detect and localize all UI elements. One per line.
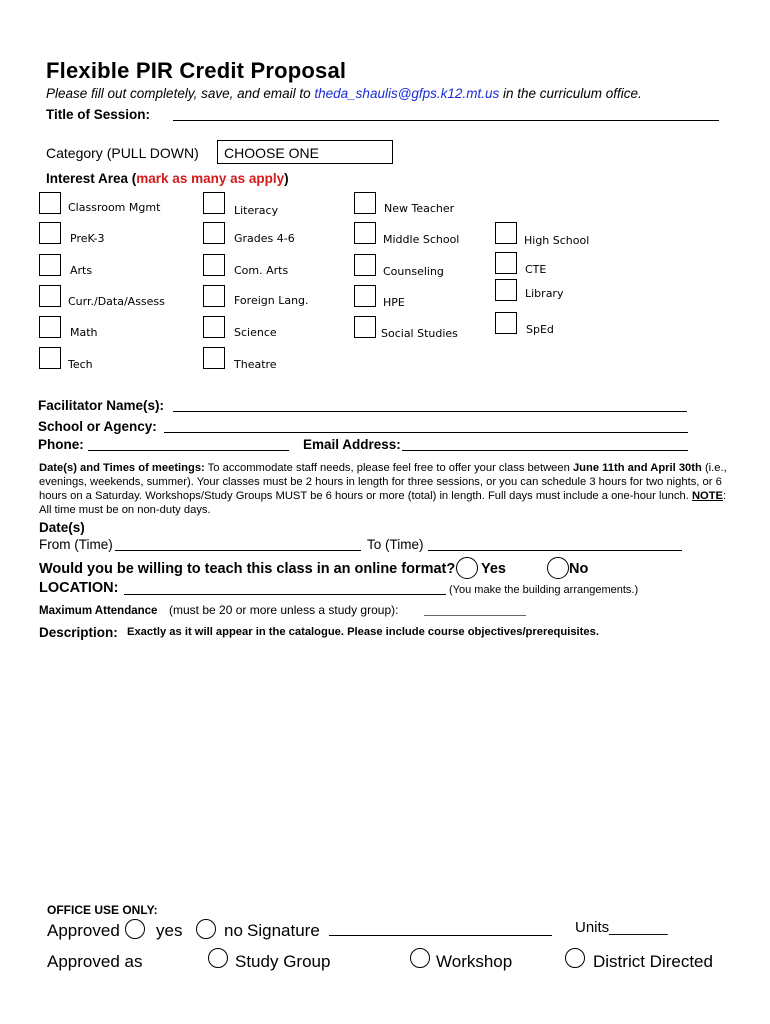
title-of-session-label: Title of Session: xyxy=(46,107,151,122)
max-attendance-field[interactable] xyxy=(424,615,526,616)
checkbox-label: Math xyxy=(70,326,98,339)
checkbox-prek-3[interactable] xyxy=(39,222,61,244)
checkbox-cte[interactable] xyxy=(495,252,517,274)
district-directed-label: District Directed xyxy=(593,952,713,971)
checkbox-label: PreK-3 xyxy=(70,232,105,245)
checkbox-label: Science xyxy=(234,326,277,339)
checkbox-label: Curr./Data/Assess xyxy=(68,295,165,308)
district-directed-radio[interactable] xyxy=(565,948,585,968)
workshop-label: Workshop xyxy=(436,952,513,971)
checkbox-social-studies[interactable] xyxy=(354,316,376,338)
approved-yes-label: yes xyxy=(156,921,183,940)
category-label: Category (PULL DOWN) xyxy=(46,145,199,161)
checkbox-foreign-lang[interactable] xyxy=(203,285,225,307)
meetings-note: NOTE xyxy=(691,490,724,502)
units-field[interactable]: Units_______ xyxy=(575,919,668,936)
checkbox-sped[interactable] xyxy=(495,312,517,334)
checkbox-arts[interactable] xyxy=(39,254,61,276)
checkbox-high-school[interactable] xyxy=(495,222,517,244)
online-question: Would you be willing to teach this class in an online format? xyxy=(39,561,456,577)
online-no-label: No xyxy=(569,561,589,577)
max-attendance-label: Maximum Attendance xyxy=(39,605,158,617)
meetings-text: (i.e., evenings, weekends, summer). Your classes must be 2 hours in length for three sessions, or you can schedule 3 hours for two nights, or 6 hours on a Saturday. Workshops/Study Groups MUST be 6 hours or more (total) in length. Full days must include a one-hour lunch. xyxy=(39,462,727,502)
meetings-lead: Date(s) and Times of meetings: xyxy=(39,462,205,474)
interest-label-pre: Interest Area ( xyxy=(46,171,137,186)
checkbox-label: New Teacher xyxy=(384,202,455,215)
dates-label: Date(s) xyxy=(39,520,85,535)
checkbox-label: Arts xyxy=(70,264,93,277)
instructions xyxy=(46,86,642,101)
approved-no-radio[interactable] xyxy=(196,919,216,939)
meetings-text: To accommodate staff needs, please feel free to offer your class between xyxy=(204,462,573,474)
interest-area-label xyxy=(46,171,289,186)
facilitator-field[interactable] xyxy=(173,411,687,412)
checkbox-label: HPE xyxy=(383,296,405,309)
checkbox-label: Counseling xyxy=(383,265,444,278)
checkbox-label: SpEd xyxy=(526,323,554,336)
approved-yes-radio[interactable] xyxy=(125,919,145,939)
approved-as-label: Approved as xyxy=(47,952,143,971)
online-yes-radio[interactable] xyxy=(456,557,478,579)
checkbox-label: Classroom Mgmt xyxy=(68,201,161,214)
checkbox-label: Middle School xyxy=(383,233,460,246)
checkbox-label: Com. Arts xyxy=(234,264,289,277)
from-time-label: From (Time) xyxy=(39,537,113,552)
email-label: Email Address: xyxy=(303,437,401,452)
checkbox-label: Literacy xyxy=(234,204,279,217)
checkbox-label: Social Studies xyxy=(381,327,458,340)
checkbox-literacy[interactable] xyxy=(203,192,225,214)
checkbox-label: Tech xyxy=(68,358,93,371)
meetings-text: : All time must be on non-duty days. xyxy=(39,490,727,516)
checkbox-science[interactable] xyxy=(203,316,225,338)
checkbox-counseling[interactable] xyxy=(354,254,376,276)
signature-label: Signature xyxy=(247,921,320,940)
school-field[interactable] xyxy=(164,432,688,433)
online-yes-label: Yes xyxy=(481,561,506,577)
meetings-instructions xyxy=(39,461,729,517)
location-label: LOCATION: xyxy=(39,580,119,596)
curriculum-email-link[interactable]: theda_shaulis@gfps.k12.mt.us xyxy=(314,86,500,101)
checkbox-hpe[interactable] xyxy=(354,285,376,307)
study-group-radio[interactable] xyxy=(208,948,228,968)
signature-field[interactable] xyxy=(329,935,552,936)
study-group-label: Study Group xyxy=(235,952,331,971)
to-time-field[interactable] xyxy=(428,550,682,551)
interest-label-post: ) xyxy=(284,171,289,186)
checkbox-label: High School xyxy=(524,234,590,247)
instructions-pre: Please fill out completely, save, and email to xyxy=(46,86,315,101)
checkbox-label: Library xyxy=(525,287,564,300)
title-of-session-field[interactable] xyxy=(173,120,719,121)
facilitator-label: Facilitator Name(s): xyxy=(38,398,165,413)
checkbox-label: Theatre xyxy=(234,358,277,371)
checkbox-curr-data-assess[interactable] xyxy=(39,285,61,307)
from-time-field[interactable] xyxy=(115,550,361,551)
meetings-dates-range: June 11th and April 30th xyxy=(572,462,702,474)
office-use-title: OFFICE USE ONLY: xyxy=(47,903,158,917)
checkbox-label: Foreign Lang. xyxy=(234,294,309,307)
checkbox-new-teacher[interactable] xyxy=(354,192,376,214)
checkbox-label: CTE xyxy=(525,263,547,276)
email-field[interactable] xyxy=(402,450,688,451)
checkbox-com-arts[interactable] xyxy=(203,254,225,276)
form-title: Flexible PIR Credit Proposal xyxy=(46,58,347,83)
instructions-post: in the curriculum office. xyxy=(499,86,642,101)
location-field[interactable] xyxy=(124,594,446,595)
workshop-radio[interactable] xyxy=(410,948,430,968)
checkbox-library[interactable] xyxy=(495,279,517,301)
online-no-radio[interactable] xyxy=(547,557,569,579)
phone-label: Phone: xyxy=(38,437,84,452)
checkbox-theatre[interactable] xyxy=(203,347,225,369)
description-area[interactable] xyxy=(39,645,729,890)
checkbox-math[interactable] xyxy=(39,316,61,338)
checkbox-label: Grades 4-6 xyxy=(234,232,295,245)
checkbox-middle-school[interactable] xyxy=(354,222,376,244)
approved-label: Approved xyxy=(47,921,120,940)
description-label: Description: xyxy=(39,625,118,640)
category-select[interactable]: CHOOSE ONE xyxy=(217,140,393,164)
description-note: Exactly as it will appear in the catalogue. Please include course objectives/prerequisites. xyxy=(127,626,599,638)
school-label: School or Agency: xyxy=(38,419,157,434)
to-time-label: To (Time) xyxy=(367,537,424,552)
approved-no-label: no xyxy=(224,921,243,940)
location-note: (You make the building arrangements.) xyxy=(449,584,639,596)
interest-label-red: mark as many as apply xyxy=(136,171,285,186)
phone-field[interactable] xyxy=(88,450,289,451)
checkbox-classroom-mgmt[interactable] xyxy=(39,192,61,214)
checkbox-grades-4-6[interactable] xyxy=(203,222,225,244)
checkbox-tech[interactable] xyxy=(39,347,61,369)
max-attendance-note: (must be 20 or more unless a study group): xyxy=(169,603,399,617)
